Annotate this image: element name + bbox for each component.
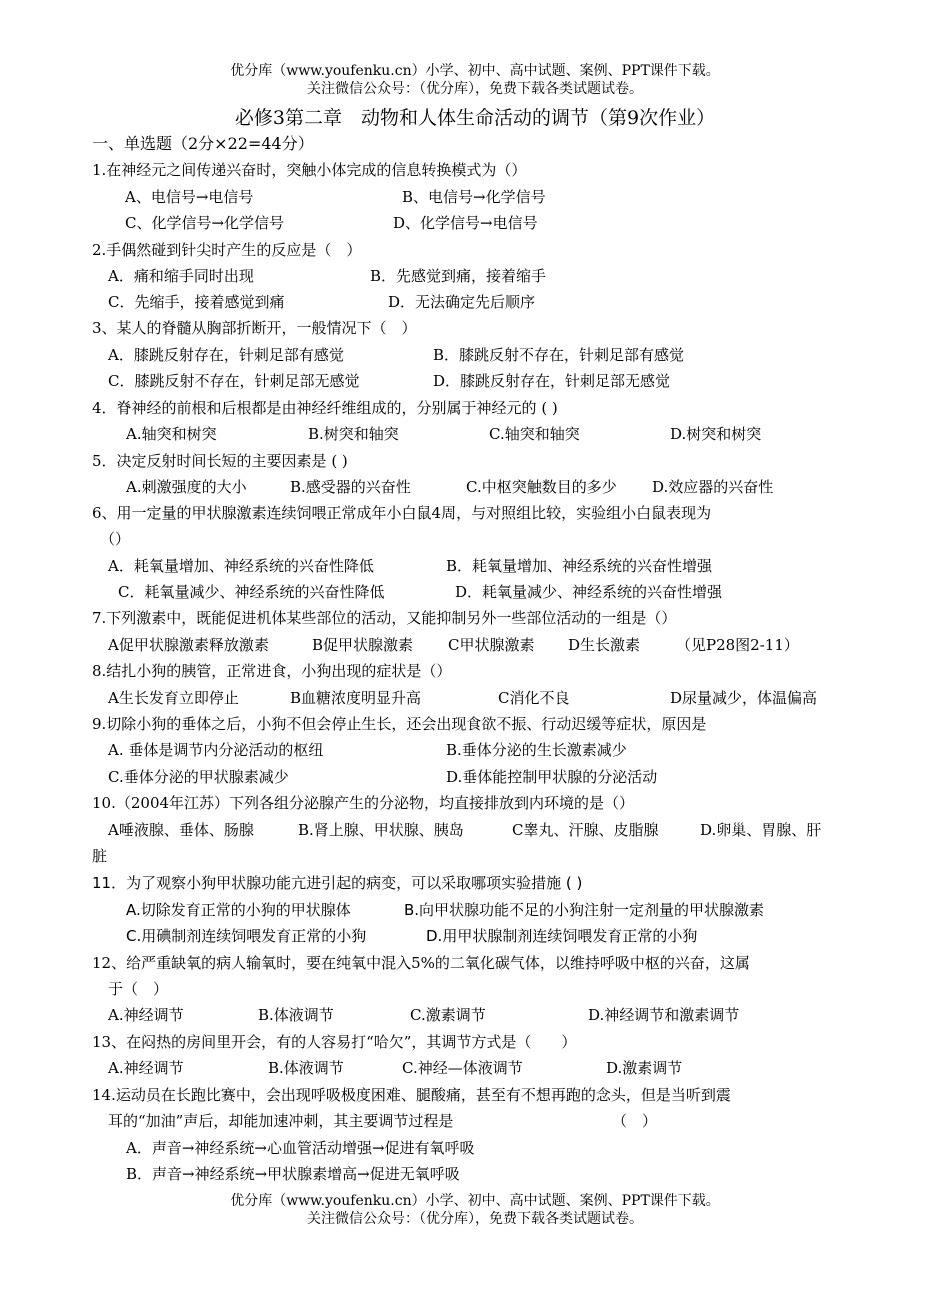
question-11-stem: 11．为了观察小狗甲状腺功能亢进引起的病变，可以采取哪项实验措施 ( ) [92,874,583,892]
question-12-option-b: B.体液调节 [258,1006,334,1024]
question-5-option-c: C.中枢突触数目的多少 [466,478,617,496]
question-7-option-c: C甲状腺激素 [448,636,535,654]
header-line-1: 优分库（www.youfenku.cn）小学、初中、高中试题、案例、PPT课件下载。 [230,63,720,79]
question-11-option-c: C.用碘制剂连续饲喂发育正常的小狗 [126,927,367,945]
question-1-option-d: D、化学信号→电信号 [393,214,538,232]
question-6-option-d: D．耗氧量减少、神经系统的兴奋性增强 [455,583,723,601]
question-6-stem-cont: （） [100,530,131,548]
question-6-option-a: A．耗氧量增加、神经系统的兴奋性降低 [108,557,374,575]
question-7-stem: 7.下列激素中，既能促进机体某些部位的活动，又能抑制另外一些部位活动的一组是（） [92,609,677,627]
question-8-option-d: D尿量减少，体温偏高 [670,689,818,707]
question-3-stem: 3、某人的脊髓从胸部折断开，一般情况下（ ） [92,319,417,337]
question-5-option-a: A.刺激强度的大小 [126,478,247,496]
footer-line-2: 关注微信公众号：（优分库），免费下载各类试题试卷。 [307,1211,643,1227]
question-11-option-d: D.用甲状腺制剂连续饲喂发育正常的小狗 [426,927,698,945]
question-10-option-c: C睾丸、汗腺、皮脂腺 [512,821,659,839]
question-8-option-a: A生长发育立即停止 [108,689,239,707]
question-4-stem: 4．脊神经的前根和后根都是由神经纤维组成的，分别属于神经元的 ( ) [92,399,558,417]
question-5-stem: 5．决定反射时间长短的主要因素是 ( ) [92,452,348,470]
question-3-option-b: B．膝跳反射不存在，针刺足部有感觉 [433,346,685,364]
page-title: 必修3第二章 动物和人体生命活动的调节（第9次作业） [234,107,716,129]
question-7-reference-note: （见P28图2-11） [676,636,799,654]
question-14-stem-cont: 耳的“加油”声后，却能加速冲刺，其主要调节过程是 [108,1112,454,1130]
question-2-option-a: A．痛和缩手同时出现 [108,267,254,285]
question-10-option-b: B.肾上腺、甲状腺、胰岛 [298,821,464,839]
header-line-2: 关注微信公众号：（优分库），免费下载各类试题试卷。 [307,81,643,97]
question-13-option-c: C.神经—体液调节 [402,1059,523,1077]
question-9-option-c: C.垂体分泌的甲状腺素减少 [108,768,289,786]
question-12-option-d: D.神经调节和激素调节 [588,1006,740,1024]
question-2-stem: 2.手偶然碰到针尖时产生的反应是（ ） [92,241,362,259]
question-6-option-b: B．耗氧量增加、神经系统的兴奋性增强 [446,557,713,575]
question-1-stem: 1.在神经元之间传递兴奋时，突触小体完成的信息转换模式为（） [92,161,527,179]
question-14-stem: 14.运动员在长跑比赛中，会出现呼吸极度困难、腿酸痛，甚至有不想再跑的念头，但是当听到震 [92,1086,731,1104]
question-12-option-a: A.神经调节 [108,1006,184,1024]
question-4-option-b: B.树突和轴突 [308,425,399,443]
question-7-option-b: B促甲状腺激素 [312,636,414,654]
question-11-option-b: B.向甲状腺功能不足的小狗注射一定剂量的甲状腺激素 [404,901,765,919]
question-2-option-d: D．无法确定先后顺序 [388,293,536,311]
question-3-option-c: C．膝跳反射不存在，针刺足部无感觉 [108,372,360,390]
question-6-stem: 6、用一定量的甲状腺激素连续饲喂正常成年小白鼠4周，与对照组比较，实验组小白鼠表现为 [92,504,712,522]
question-1-option-c: C、化学信号→化学信号 [125,214,285,232]
section-heading: 一、单选题（2分×22=44分） [92,134,314,153]
question-14-option-b: B．声音→神经系统→甲状腺素增高→促进无氧呼吸 [126,1165,460,1183]
question-8-option-c: C消化不良 [498,689,570,707]
question-4-option-c: C.轴突和轴突 [489,425,580,443]
footer-line-1: 优分库（www.youfenku.cn）小学、初中、高中试题、案例、PPT课件下载。 [230,1193,720,1209]
question-10-option-a: A唾液腺、垂体、肠腺 [108,821,254,839]
question-12-stem-cont: 于（ ） [108,980,169,998]
question-3-option-a: A．膝跳反射存在，针刺足部有感觉 [108,346,344,364]
question-7-option-d: D生长激素 [568,636,641,654]
question-10-option-d-cont: 脏 [92,847,108,865]
question-4-option-a: A.轴突和树突 [126,425,217,443]
question-13-option-d: D.激素调节 [606,1059,683,1077]
question-5-option-b: B.感受器的兴奋性 [290,478,411,496]
question-8-option-b: B血糖浓度明显升高 [290,689,422,707]
question-11-option-a: A.切除发育正常的小狗的甲状腺体 [126,901,351,919]
question-6-option-c: C．耗氧量减少、神经系统的兴奋性降低 [118,583,385,601]
question-9-option-a: A. 垂体是调节内分泌活动的枢纽 [108,741,324,759]
question-2-option-c: C．先缩手，接着感觉到痛 [108,293,285,311]
question-13-option-b: B.体液调节 [268,1059,344,1077]
question-14-answer-mark: （ ） [612,1112,658,1130]
question-7-option-a: A促甲状腺激素释放激素 [108,636,269,654]
question-9-option-d: D.垂体能控制甲状腺的分泌活动 [446,768,658,786]
question-9-stem: 9.切除小狗的垂体之后，小狗不但会停止生长，还会出现食欲不振、行动迟缓等症状，原因是 [92,715,707,733]
question-1-option-b: B、电信号→化学信号 [402,188,546,206]
question-9-option-b: B.垂体分泌的生长激素减少 [446,741,627,759]
question-10-stem: 10.（2004年江苏）下列各组分泌腺产生的分泌物，均直接排放到内环境的是（） [92,794,635,812]
question-8-stem: 8.结扎小狗的胰管，正常进食，小狗出现的症状是（） [92,662,452,680]
question-13-option-a: A.神经调节 [108,1059,184,1077]
question-13-stem: 13、在闷热的房间里开会，有的人容易打“哈欠”，其调节方式是（ ） [92,1033,577,1051]
question-12-stem: 12、给严重缺氧的病人输氧时，要在纯氧中混入5%的二氧化碳气体，以维持呼吸中枢的兴奋，这属 [92,954,750,972]
question-2-option-b: B．先感觉到痛，接着缩手 [370,267,547,285]
question-4-option-d: D.树突和树突 [670,425,762,443]
question-1-option-a: A、电信号→电信号 [125,188,254,206]
question-10-option-d: D.卵巢、胃腺、肝 [700,821,822,839]
question-14-option-a: A．声音→神经系统→心血管活动增强→促进有氧呼吸 [126,1139,475,1157]
question-3-option-d: D．膝跳反射存在，针刺足部无感觉 [433,372,671,390]
question-12-option-c: C.激素调节 [410,1006,486,1024]
question-5-option-d: D.效应器的兴奋性 [652,478,774,496]
